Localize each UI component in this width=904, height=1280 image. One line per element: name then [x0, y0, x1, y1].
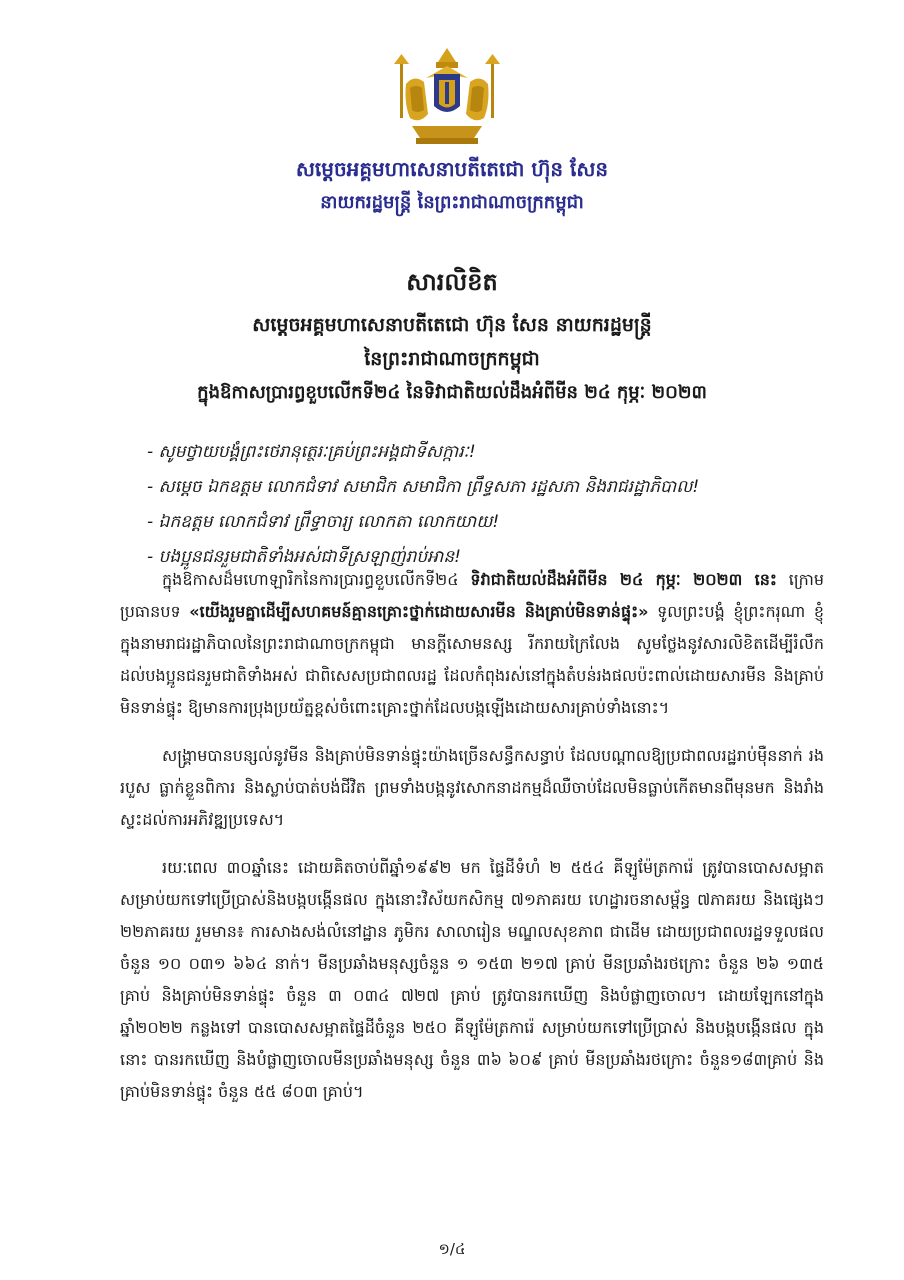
- greeting-item: - សូមថ្វាយបង្គំព្រះថេរានុត្ថេរៈគ្រប់ព្រះអង្គជាទីសក្ការៈ!: [147, 442, 476, 462]
- p1-mid: ក្រោមប្រធានបទ: [120, 570, 824, 621]
- p1-lead: ក្នុងឱកាសដ៏មហោឡារិកនៃការប្រារព្ធខួបលើកទី២៤: [162, 570, 459, 589]
- p1-rest: ទូលព្រះបង្គំ ខ្ញុំព្រះករុណា ខ្ញុំ ក្នុងនាមរាជរដ្ឋាភិបាលនៃព្រះរាជាណាចក្រកម្ពុជា មានក្តីសោមនស្ស រីករាយក្រៃលែង សូមថ្លែងនូវសារលិខិតដើម្បីរំលឹកដល់បងប្អូនជនរួមជាតិទាំងអស់ ជាពិសេសប្រជាពលរដ្ឋ ដែលកំពុងរស់នៅក្នុងតំបន់រងផលប៉ះពាល់ដោយសារមីន និងគ្រាប់មិនទាន់ផ្ទុះ ឱ្យមានការប្រុងប្រយ័ត្នខ្ពស់ចំពោះគ្រោះថ្នាក់ដែលបង្កឡើងដោយសារគ្រាប់ទាំងនោះ។: [120, 602, 825, 717]
- greeting-item: - សម្តេច ឯកឧត្តម លោកជំទាវ សមាជិក សមាជិកា ព្រឹទ្ធសភា រដ្ឋសភា និងរាជរដ្ឋាភិបាល!: [147, 477, 700, 497]
- document-subtitle-country: នៃព្រះរាជាណាចក្រកម្ពុជា: [364, 348, 540, 370]
- page-number: ១/៤: [438, 1240, 466, 1258]
- p1-event-name: ទិវាជាតិយល់ដឹងអំពីមីន ២៤ កុម្ភៈ ២០២៣ នេះ: [470, 570, 777, 589]
- greetings-list: [147, 435, 847, 575]
- greeting-item: - បងប្អូនជនរួមជាតិទាំងអស់ជាទីស្រឡាញ់រាប់អាន!: [147, 547, 461, 567]
- paragraph-3: រយៈពេល ៣០ឆ្នាំនេះ ដោយគិតចាប់ពីឆ្នាំ១៩៩២ មក ផ្ទៃដីទំហំ ២ ៥៥៤ គីឡូម៉ែត្រការ៉េ ត្រូវបានបោសសម្អាតសម្រាប់យកទៅប្រើប្រាស់និងបង្កបង្កើនផល ក្នុងនោះវិស័យកសិកម្ម ៧១ភាគរយ ហេដ្ឋារចនាសម្ព័ន្ធ ៧ភាគរយ និងផ្សេងៗ ២២ភាគរយ រួមមាន៖ ការសាងសង់លំនៅដ្ឋាន ភូមិករ សាលារៀន មណ្ឌលសុខភាព ជាដើម ដោយប្រជាពលរដ្ឋទទួលផលចំនួន ១០ ០៣១ ៦៦៤ នាក់។ មីនប្រឆាំងមនុស្សចំនួន ១ ១៥៣ ២១៧ គ្រាប់ មីនប្រឆាំងរថក្រោះ ចំនួន ២៦ ១៣៥ គ្រាប់ និងគ្រាប់មិនទាន់ផ្ទុះ ចំនួន ៣ ០៣៤ ៧២៧ គ្រាប់ ត្រូវបានរកឃើញ និងបំផ្លាញចោល។ ដោយឡែកនៅក្នុងឆ្នាំ២០២២ កន្លងទៅ បានបោសសម្អាតផ្ទៃដីចំនួន ២៥០ គីឡូម៉ែត្រការ៉េ សម្រាប់យកទៅប្រើប្រាស់ និងបង្កបង្កើនផល ក្នុងនោះ បានរកឃើញ និងបំផ្លាញចោលមីនប្រឆាំងមនុស្ស ចំនួន ៣៦ ៦០៩ គ្រាប់ មីនប្រឆាំងរថក្រោះ ចំនួន១៨៣គ្រាប់ និងគ្រាប់មិនទាន់ផ្ទុះ ចំនួន ៥៥ ៨០៣ គ្រាប់។: [120, 858, 824, 1101]
- paragraph-1: [120, 564, 824, 724]
- header-title: នាយករដ្ឋមន្ត្រី នៃព្រះរាជាណាចក្រកម្ពុជា: [320, 192, 584, 213]
- header-name: សម្តេចអគ្គមហាសេនាបតីតេជោ ហ៊ុន សែន: [295, 157, 609, 181]
- document-subtitle-occasion: ក្នុងឱកាសប្រារព្ធខួបលើកទី២៤ នៃទិវាជាតិយល់ដឹងអំពីមីន ២៤ កុម្ភៈ ២០២៣: [197, 382, 707, 403]
- greeting-item: - ឯកឧត្តម លោកជំទាវ ព្រឹទ្ធាចារ្យ លោកតា លោកយាយ!: [147, 512, 500, 532]
- document-title: សារលិខិត: [406, 268, 498, 296]
- paragraph-2: សង្គ្រាមបានបន្សល់នូវមីន និងគ្រាប់មិនទាន់ផ្ទុះយ៉ាងច្រើនសន្ធឹកសន្ធាប់ ដែលបណ្តាលឱ្យប្រជាពលរដ្ឋរាប់ម៉ឺននាក់ រងរបួស ធ្លាក់ខ្លួនពិការ និងស្លាប់បាត់បង់ជីវិត ព្រមទាំងបង្កនូវសោកនាដកម្មដ៏ឈឺចាប់ដែលមិនធ្លាប់កើតមានពីមុនមក និងរាំងស្ទះដល់ការអភិវឌ្ឍប្រទេស។: [120, 746, 824, 829]
- document-subtitle-author: សម្តេចអគ្គមហាសេនាបតីតេជោ ហ៊ុន សែន នាយករដ្ឋមន្ត្រី: [252, 314, 652, 336]
- royal-arms-icon: [392, 44, 502, 150]
- p1-theme: «យើងរួមគ្នាដើម្បីសហគមន៍គ្មានគ្រោះថ្នាក់ដោយសារមីន និងគ្រាប់មិនទាន់ផ្ទុះ»: [189, 602, 649, 621]
- letter-body: [120, 564, 824, 1124]
